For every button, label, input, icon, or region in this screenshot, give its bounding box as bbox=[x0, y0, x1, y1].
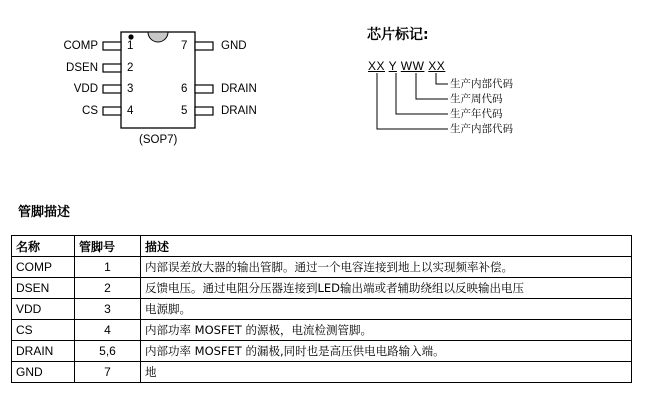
cell-name: VDD bbox=[12, 299, 75, 320]
pin-number-1: 1 bbox=[127, 40, 134, 52]
cell-desc: 内部误差放大器的输出管脚。通过一个电容连接到地上以实现频率补偿。 bbox=[141, 257, 632, 278]
code-week: WW bbox=[400, 59, 425, 73]
cell-pin: 4 bbox=[75, 320, 141, 341]
code-internal-1: XX bbox=[368, 59, 386, 73]
cell-pin: 3 bbox=[75, 299, 141, 320]
cell-name: CS bbox=[12, 320, 75, 341]
package-label: (SOP7) bbox=[139, 134, 178, 146]
code-year: Y bbox=[388, 59, 397, 73]
pin-number-6: 6 bbox=[181, 83, 188, 95]
legend-internal-code-1: 生产内部代码 bbox=[450, 78, 513, 90]
table-row bbox=[12, 299, 632, 320]
cell-pin: 1 bbox=[75, 257, 141, 278]
cell-desc: 内部功率 MOSFET 的漏极,同时也是高压供电电路输入端。 bbox=[141, 341, 632, 362]
pin-number-2: 2 bbox=[127, 62, 134, 74]
pin-section-title: 管脚描述 bbox=[18, 205, 71, 220]
pin-label-drain-5: DRAIN bbox=[221, 105, 257, 117]
table-row bbox=[12, 341, 632, 362]
cell-pin: 5,6 bbox=[75, 341, 141, 362]
pin1-dot bbox=[128, 34, 133, 39]
cell-desc: 内部功率 MOSFET 的源极，电流检测管脚。 bbox=[141, 320, 632, 341]
pin-label-vdd: VDD bbox=[73, 83, 98, 95]
pin-number-7: 7 bbox=[181, 40, 188, 52]
cell-desc: 反馈电压。通过电阻分压器连接到LED输出端或者辅助绕组以反映输出电压 bbox=[141, 278, 632, 299]
pin-label-dsen: DSEN bbox=[66, 62, 98, 74]
pin-description-table bbox=[11, 235, 632, 383]
cell-name: COMP bbox=[12, 257, 75, 278]
pin-label-gnd: GND bbox=[221, 40, 247, 52]
header-desc: 描述 bbox=[141, 236, 632, 257]
table-header-row bbox=[12, 236, 632, 257]
cell-desc: 地 bbox=[141, 362, 632, 383]
marking-leader-lines bbox=[360, 70, 460, 140]
cell-pin: 2 bbox=[75, 278, 141, 299]
code-internal-2: XX bbox=[428, 59, 446, 73]
legend-internal-code-2: 生产内部代码 bbox=[450, 123, 513, 135]
cell-pin: 7 bbox=[75, 362, 141, 383]
header-name: 名称 bbox=[12, 236, 75, 257]
table-row bbox=[12, 278, 632, 299]
pin-number-3: 3 bbox=[127, 83, 134, 95]
cell-name: DSEN bbox=[12, 278, 75, 299]
table-row bbox=[12, 320, 632, 341]
cell-name: DRAIN bbox=[12, 341, 75, 362]
pin-number-5: 5 bbox=[181, 105, 188, 117]
cell-name: GND bbox=[12, 362, 75, 383]
header-pin: 管脚号 bbox=[75, 236, 141, 257]
table-row bbox=[12, 362, 632, 383]
pin-label-cs: CS bbox=[82, 105, 98, 117]
table-row bbox=[12, 257, 632, 278]
cell-desc: 电源脚。 bbox=[141, 299, 632, 320]
pin-label-drain-6: DRAIN bbox=[221, 83, 257, 95]
pin-number-4: 4 bbox=[127, 105, 134, 117]
ic-package-outline bbox=[0, 0, 360, 160]
legend-year-code: 生产年代码 bbox=[450, 108, 503, 120]
pin-label-comp: COMP bbox=[63, 40, 98, 52]
legend-week-code: 生产周代码 bbox=[450, 93, 503, 105]
marking-title: 芯片标记: bbox=[367, 27, 429, 43]
